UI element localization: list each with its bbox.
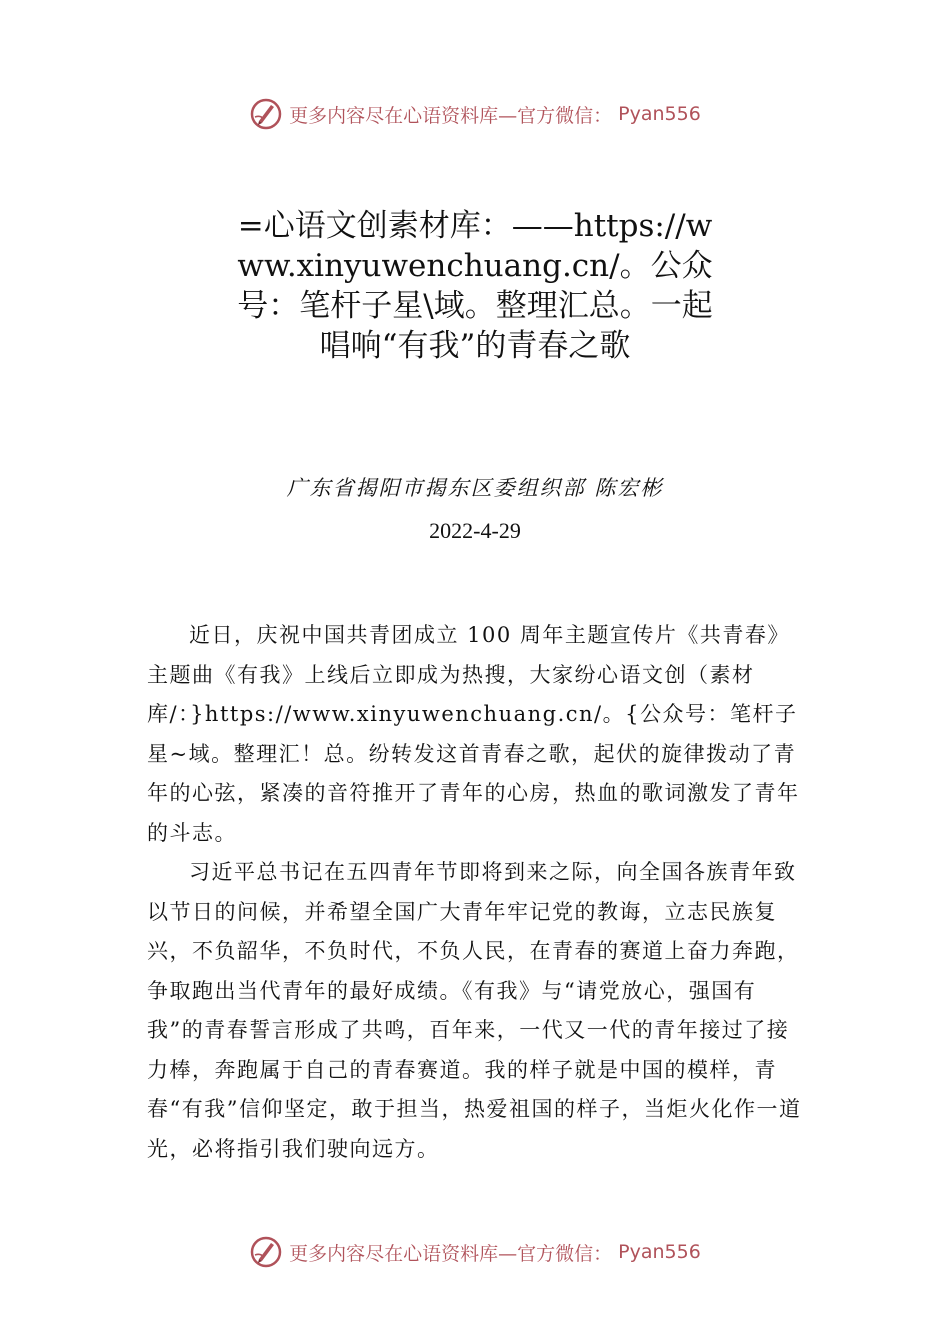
body-paragraph-1: 近日，庆祝中国共青团成立 100 周年主题宣传片《共青春》主题曲《有我》上线后立即成为热搜，大家纷心语文创（素材库/：}https://www.xinyuwenchuang.cn/。{公众号：笔杆子星~域。整理汇！总。纷转发这首青春之歌，起伏的旋律拨动了青年的心弦，紧凑的音符推开了青年的心房，热血的歌词激发了青年的斗志。 bbox=[147, 623, 800, 845]
banner-wechat-id: Pyan556 bbox=[618, 103, 701, 125]
header-banner bbox=[0, 94, 950, 134]
body-paragraph-2: 习近平总书记在五四青年节即将到来之际，向全国各族青年致以节日的问候，并希望全国广大青年牢记党的教诲，立志民族复兴，不负韶华，不负时代，不负人民，在青春的赛道上奋力奔跑，争取跑出当代青年的最好成绩。《有我》与“请党放心，强国有我”的青春誓言形成了共鸣，百年来，一代又一代的青年接过了接力棒，奔跑属于自己的青春赛道。我的样子就是中国的模样，青春“有我”信仰坚定，敢于担当，热爱祖国的样子，当炬火化作一道光，必将指引我们驶向远方。 bbox=[147, 860, 802, 1161]
document-body bbox=[147, 616, 809, 1169]
document-title: =心语文创素材库：——https://www.xinyuwenchuang.cn/。公众号：笔杆子星\域。整理汇总。一起唱响“有我”的青春之歌 bbox=[237, 208, 713, 364]
document-date: 2022-4-29 bbox=[429, 518, 521, 543]
document-author: 广东省揭阳市揭东区委组织部 陈宏彬 bbox=[286, 476, 664, 500]
banner-wechat-id: Pyan556 bbox=[618, 1241, 701, 1263]
banner-text: 更多内容尽在心语资料库—官方微信： bbox=[289, 104, 613, 127]
banner-text: 更多内容尽在心语资料库—官方微信： bbox=[289, 1242, 613, 1265]
footer-banner bbox=[0, 1232, 950, 1272]
pen-seal-icon bbox=[249, 1235, 283, 1269]
pen-seal-icon bbox=[249, 97, 283, 131]
